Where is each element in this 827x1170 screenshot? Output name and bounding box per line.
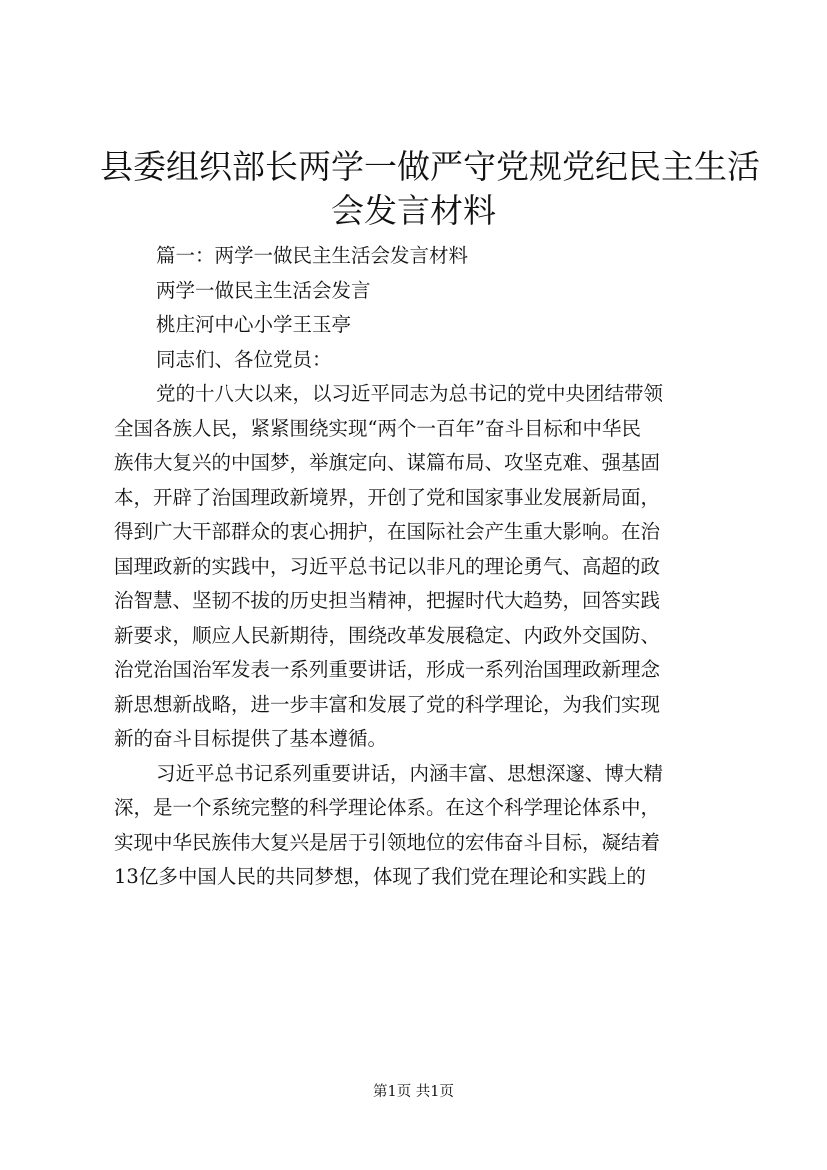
paragraph-line: 治智慧、坚韧不拔的历史担当精神，把握时代大趋势，回答实践 [114,589,661,612]
speech-title [114,274,714,309]
paragraph-line: 得到广大干部群众的衷心拥护，在国际社会产生重大影响。在治 [114,520,661,543]
paragraph-line: 党的十八大以来，以习近平同志为总书记的党中央团结带领 [156,382,664,405]
paragraph-line: 习近平总书记系列重要讲话，内涵丰富、思想深邃、博大精 [156,761,664,785]
paragraph-line: 13亿多中国人民的共同梦想，体现了我们党在理论和实践上的 [114,865,646,888]
title-line: 县委组织部长两学一做严守党规党纪民主生活 [100,147,760,186]
paragraph-line: 新的奋斗目标提供了基本遵循。 [114,727,388,750]
heading-line: 两学一做民主生活会发言 [156,278,371,302]
paragraph-2 [114,757,714,895]
paragraph-line: 本，开辟了治国理政新境界，开创了党和国家事业发展新局面， [114,485,661,509]
paragraph-line: 治党治国治军发表一系列重要讲话，形成一系列治国理政新理念 [114,658,661,681]
page-footer: 第1页 共1页 [372,1084,455,1100]
salutation [114,343,714,378]
paragraph-line: 族伟大复兴的中国梦，举旗定向、谋篇布局、攻坚克难、强基固 [114,451,661,474]
document-body [114,239,714,895]
paragraph-line: 新思想新战略，进一步丰富和发展了党的科学理论，为我们实现 [114,692,661,716]
paragraph-1 [114,377,714,757]
paragraph-line: 新要求，顺应人民新期待，围绕改革发展稳定、内政外交国防、 [114,623,661,647]
paragraph-line: 国理政新的实践中，习近平总书记以非凡的理论勇气、高超的政 [114,554,661,578]
title-line: 会发言材料 [331,191,496,230]
paragraph-line: 全国各族人民，紧紧围绕实现“两个一百年”奋斗目标和中华民 [114,416,641,440]
section-heading [114,239,714,274]
heading-line: 篇一：两学一做民主生活会发言材料 [156,244,469,267]
paragraph-line: 实现中华民族伟大复兴是居于引领地位的宏伟奋斗目标，凝结着 [114,830,661,854]
heading-line: 桃庄河中心小学王玉亭 [156,313,352,336]
paragraph-line: 深，是一个系统完整的科学理论体系。在这个科学理论体系中， [114,796,661,819]
author-line [114,308,714,343]
heading-line: 同志们、各位党员： [156,347,332,371]
document-title [100,145,760,233]
